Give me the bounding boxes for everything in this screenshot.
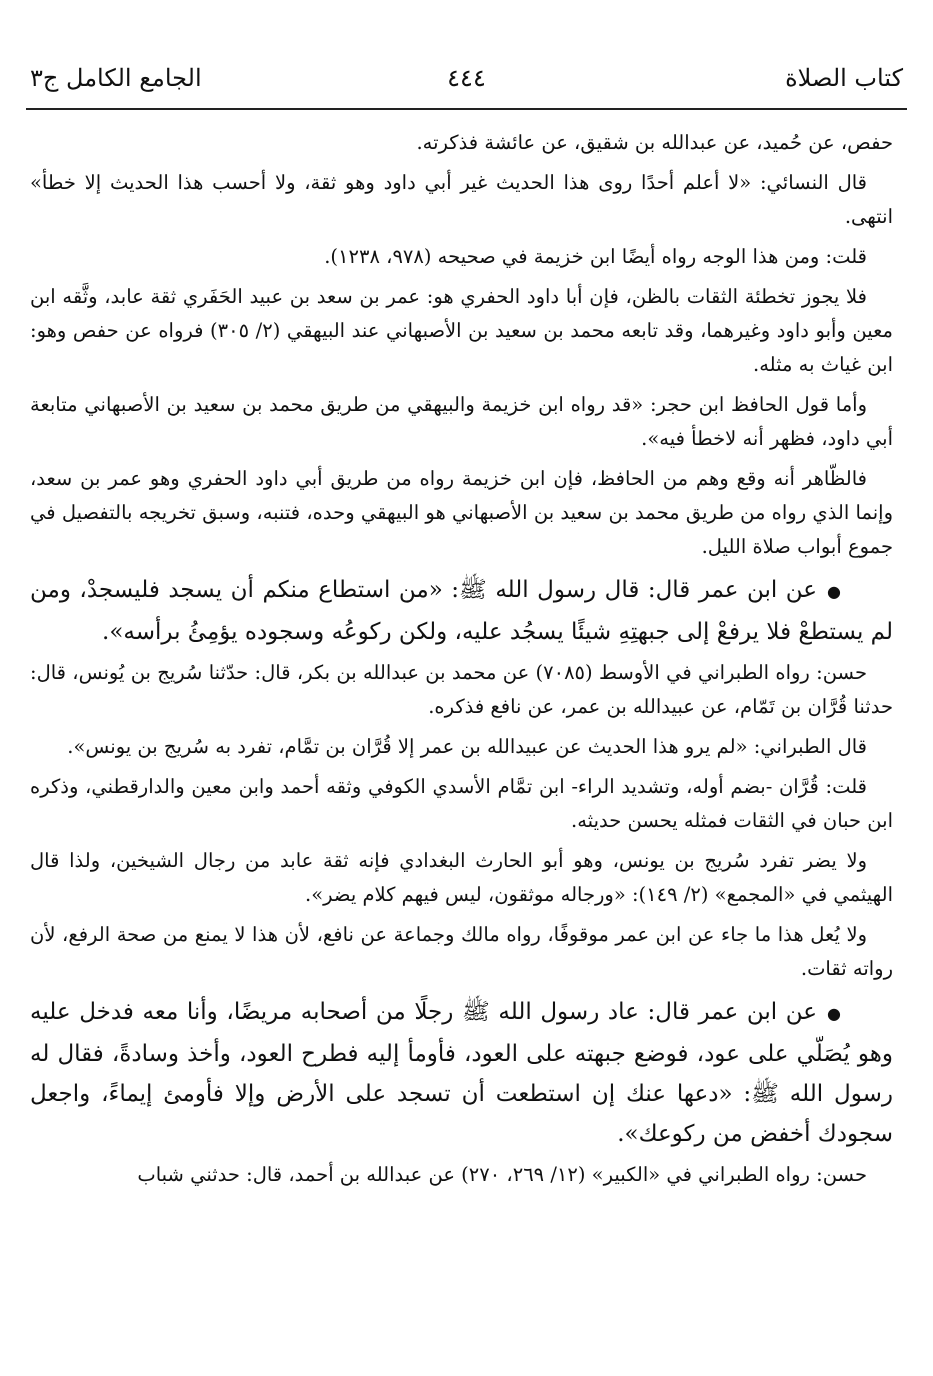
book-section-title: كتاب الصلاة [785,64,903,92]
hadith-paragraph [30,570,893,652]
paragraph: ولا يُعل هذا ما جاء عن ابن عمر موقوفًا، رواه مالك وجماعة عن نافع، لأن هذا لا يمنع من صحة الرفع، لأن رواته ثقات. [30,923,893,980]
header-divider [26,108,907,110]
page-body [30,126,893,1198]
bullet-icon: ● [827,1004,841,1023]
hadith-paragraph [30,992,893,1154]
hadith-text: عن ابن عمر قال: عاد رسول الله ﷺ رجلًا من أصحابه مريضًا، وأنا معه فدخل عليه وهو يُصَلّي على عود، فوضع جبهته على العود، فأومأ إليه فطرح العود، وأخذ وسادةً، فقال له رسول الله ﷺ: «دعها عنك إن استطعت أن تسجد على الأرض وإلا فأومئ إيماءً، واجعل سجودك أخفض من ركوعك». [30,999,893,1147]
paragraph: حفص، عن حُميد، عن عبدالله بن شقيق، عن عائشة فذكرته. [416,131,893,154]
paragraph: حسن: رواه الطبراني في الأوسط (٧٠٨٥) عن محمد بن عبدالله بن بكر، قال: حدّثنا سُريج بن يُونس، قال: حدثنا قُرَّان بن تَمّام، عن عبيدالله بن عمر، عن نافع فذكره. [30,661,893,718]
bullet-icon: ● [827,582,841,601]
paragraph: فالظّاهر أنه وقع وهم من الحافظ، فإن ابن خزيمة رواه من طريق أبي داود الحفري وهو عمر بن سعد، وإنما الذي رواه من طريق محمد بن سعيد بن الأصبهاني هو البيهقي وحده، فتنبه، وسبق تخريجه بالتفصيل في جموع أبواب صلاة الليل. [30,467,893,558]
paragraph: قلت: قُرَّان -بضم أوله، وتشديد الراء- ابن تمَّام الأسدي الكوفي وثقه أحمد وابن معين والدارقطني، وذكره ابن حبان في الثقات فمثله يحسن حديثه. [30,775,893,832]
book-title: الجامع الكامل ج٣ [30,64,202,92]
paragraph: حسن: رواه الطبراني في «الكبير» (١٢/ ٢٦٩، ٢٧٠) عن عبدالله بن أحمد، قال: حدثني شباب [137,1163,867,1186]
paragraph: فلا يجوز تخطئة الثقات بالظن، فإن أبا داود الحفري هو: عمر بن سعد بن عبيد الحَفَري ثقة عابد، وثَّقه ابن معين وأبو داود وغيرهما، وقد تابعه محمد بن سعيد بن الأصبهاني عند البيهقي (٢/ ٣٠٥) فرواه عن حفص وهو: ابن غياث به مثله. [30,285,893,376]
paragraph: قلت: ومن هذا الوجه رواه أيضًا ابن خزيمة في صحيحه (٩٧٨، ١٢٣٨). [324,245,867,268]
hadith-text: عن ابن عمر قال: قال رسول الله ﷺ: «من استطاع منكم أن يسجد فليسجدْ، ومن لم يستطعْ فلا يرفعْ إلى جبهتِهِ شيئًا يسجُد عليه، ولكن ركوعُه وسجوده يؤمِئُ برأسه». [30,577,893,645]
paragraph: قال النسائي: «لا أعلم أحدًا روى هذا الحديث غير أبي داود وهو ثقة، ولا أحسب هذا الحديث إلا خطأ» انتهى. [30,171,893,228]
paragraph: وأما قول الحافظ ابن حجر: «قد رواه ابن خزيمة والبيهقي من طريق محمد بن سعيد بن الأصبهاني متابعة أبي داود، فظهر أنه لاخطأ فيه». [30,393,893,450]
page-header [30,56,903,106]
paragraph: قال الطبراني: «لم يرو هذا الحديث عن عبيدالله بن عمر إلا قُرَّان بن تمَّام، تفرد به سُريج بن يونس». [67,735,867,758]
paragraph: ولا يضر تفرد سُريج بن يونس، وهو أبو الحارث البغدادي فإنه ثقة عابد من رجال الشيخين، ولذا قال الهيثمي في «المجمع» (٢/ ١٤٩): «ورجاله موثقون، ليس فيهم كلام يضر». [30,849,893,906]
page-number: ٤٤٤ [447,64,486,92]
